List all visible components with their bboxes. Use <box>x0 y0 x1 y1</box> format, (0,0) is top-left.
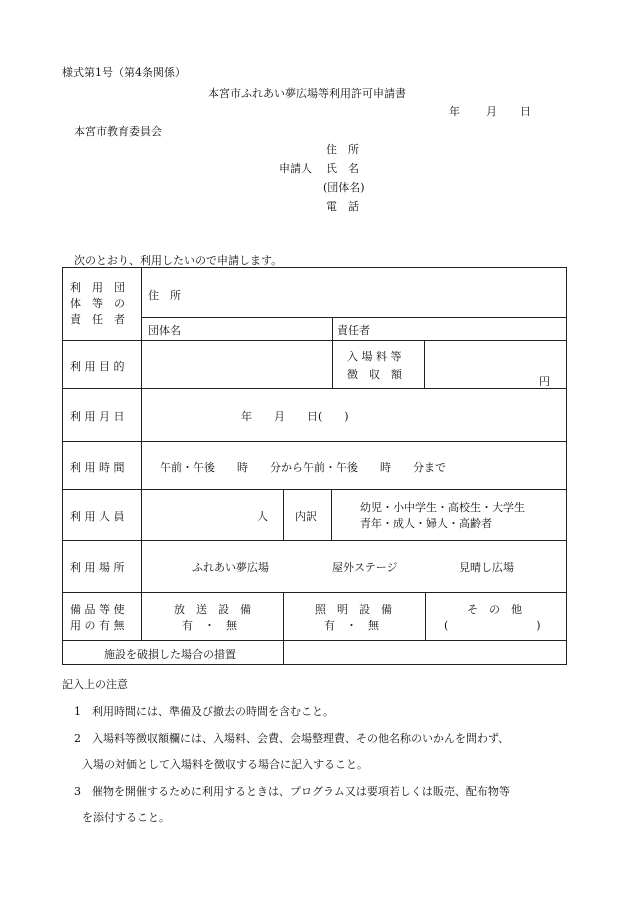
date-year-label: 年 <box>449 105 460 118</box>
applicant-name-label: 氏 名 <box>326 162 359 175</box>
applicant-label: 申請人 <box>279 162 312 175</box>
intro-text: 次のとおり、利用したいので申請します。 <box>74 254 283 267</box>
org-person-label: 責任者 <box>337 324 370 337</box>
breakdown-line2: 青年・成人・婦人・高齢者 <box>360 517 492 530</box>
people-unit: 人 <box>257 510 268 523</box>
equip-lighting-label: 照 明 設 備 <box>315 603 392 616</box>
form-number: 様式第1号（第4条関係） <box>62 66 186 79</box>
equip-other-label: そ の 他 <box>467 603 522 616</box>
org-label-line2: 体 等 の <box>70 297 125 310</box>
date-day-label: 日 <box>520 105 531 118</box>
time-value: 午前・午後 時 分から午前・午後 時 分まで <box>160 461 446 474</box>
note-2-line1: 2 入場料等徴収額欄には、入場料、会費、会場整理費、その他名称のいかんを問わず、 <box>74 732 510 745</box>
time-label: 利 用 時 間 <box>70 461 125 474</box>
place-option-view: 見晴し広場 <box>459 561 514 574</box>
notes-heading: 記入上の注意 <box>62 678 128 691</box>
fee-label-line2: 徴 収 額 <box>347 368 402 381</box>
note-3-line1: 3 催物を開催するために利用するときは、プログラム又は要項若しくは販売、配布物等 <box>74 785 510 798</box>
date-month-label: 月 <box>486 105 497 118</box>
equip-other-paren: ( ) <box>444 619 541 632</box>
note-1: 1 利用時間には、準備及び撤去の時間を含むこと。 <box>74 705 334 718</box>
org-label-line3: 責 任 者 <box>70 313 125 326</box>
purpose-label: 利 用 目 的 <box>70 360 125 373</box>
note-2-line2: 入場の対価として入場料を徴収する場合に記入すること。 <box>82 758 368 771</box>
date-value: 年 月 日( ) <box>241 410 349 423</box>
equip-broadcast-yes-no: 有 ・ 無 <box>182 619 237 632</box>
addressee: 本宮市教育委員会 <box>74 125 162 138</box>
applicant-address-label: 住 所 <box>326 143 359 156</box>
form-title: 本宮市ふれあい夢広場等利用許可申請書 <box>208 87 406 100</box>
applicant-phone-label: 電 話 <box>326 200 359 213</box>
equip-broadcast-label: 放 送 設 備 <box>174 603 251 616</box>
place-option-plaza: ふれあい夢広場 <box>192 561 269 574</box>
applicant-group-label: (団体名) <box>323 181 365 194</box>
org-group-label: 団体名 <box>148 324 181 337</box>
equip-lighting-yes-no: 有 ・ 無 <box>324 619 379 632</box>
breakdown-label: 内訳 <box>295 510 317 523</box>
equip-label-line1: 備 品 等 使 <box>70 603 125 616</box>
org-address-label: 住 所 <box>148 289 181 302</box>
note-3-line2: を添付すること。 <box>82 811 170 824</box>
fee-label-line1: 入 場 料 等 <box>347 350 402 363</box>
place-label: 利 用 場 所 <box>70 561 125 574</box>
damage-label: 施設を破損した場合の措置 <box>104 648 236 661</box>
place-option-stage: 屋外ステージ <box>332 561 398 574</box>
fee-unit: 円 <box>539 375 550 388</box>
breakdown-line1: 幼児・小中学生・高校生・大学生 <box>360 501 525 514</box>
people-label: 利 用 人 員 <box>70 510 125 523</box>
date-label: 利 用 月 日 <box>70 410 125 423</box>
equip-label-line2: 用 の 有 無 <box>70 619 125 632</box>
org-label-line1: 利 用 団 <box>70 281 125 294</box>
